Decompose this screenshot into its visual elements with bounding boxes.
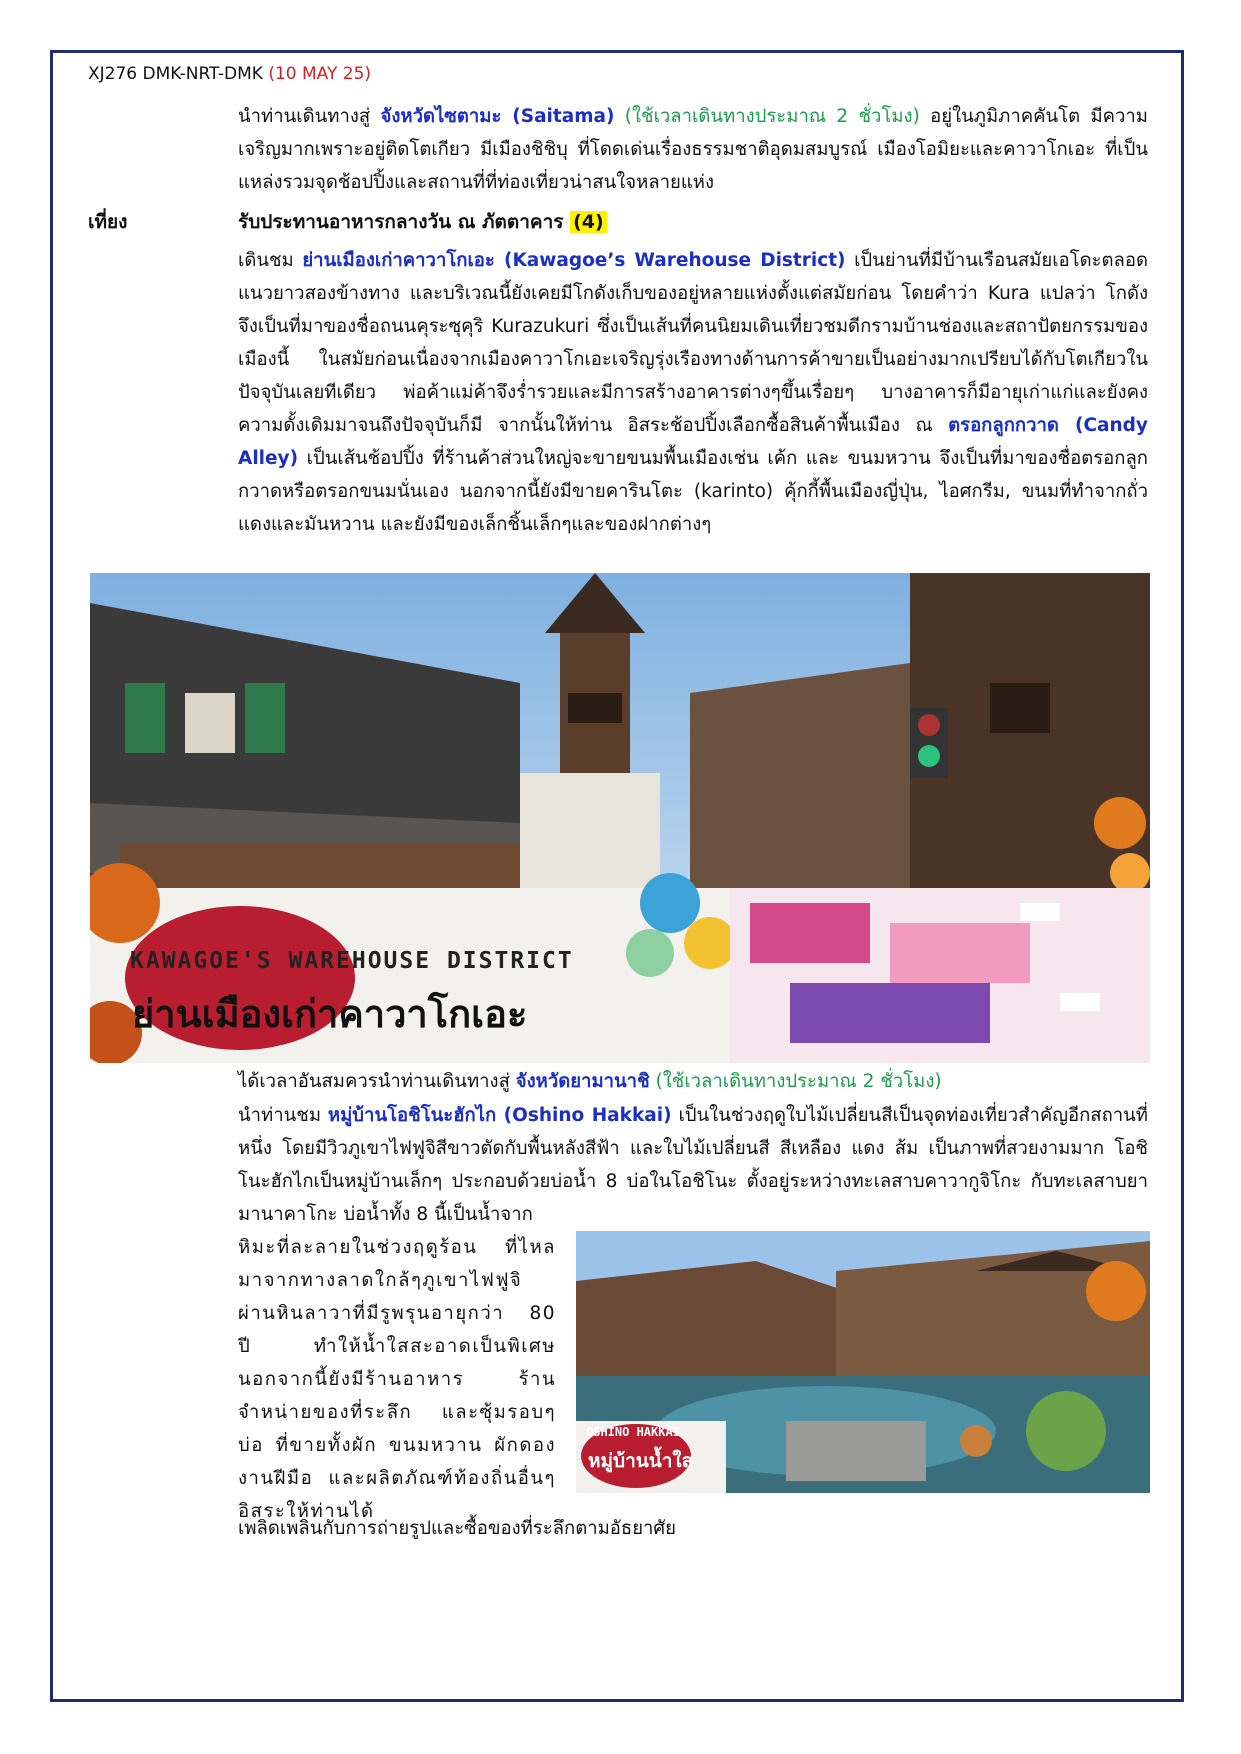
para-lead: นำท่านเดินทางสู่: [238, 106, 381, 127]
banner2-title-en: OSHINO HAKKAI: [586, 1425, 680, 1439]
page-header: [88, 64, 371, 84]
para-lead: เดินชม: [238, 250, 303, 271]
para-body: เป็นเส้นช้อปปิ้ง ที่ร้านค้าส่วนใหญ่จะขายขนมพื้นเมืองเช่น เค้ก และ ขนมหวาน จึงเป็นที่มาของชื่อตรอกลูกกวาดหรือตรอกขนมนั่นเอง นอกจากนี้ยังมีขายคารินโตะ (karinto) คุ้กกี้พื้นเมืองญี่ปุ่น, ไอศกรีม, ขนมที่ทำจากถั่วแดงและมันหวาน และยังมีของเล็กชิ้นเล็กๆและของฝากต่างๆ: [238, 448, 1148, 535]
place-saitama: จังหวัดไซตามะ (Saitama): [380, 106, 615, 127]
para-lead: ได้เวลาอันสมควรนำท่านเดินทางสู่: [238, 1071, 516, 1092]
kawagoe-street-photo: [90, 573, 1150, 1063]
flight-code: XJ276 DMK-NRT-DMK: [88, 64, 263, 84]
para-lead: นำท่านชม: [238, 1105, 328, 1126]
place-yamanashi: จังหวัดยามานาชิ: [515, 1071, 650, 1092]
travel-time: (ใช้เวลาเดินทางประมาณ 2 ชั่วโมง): [649, 1071, 942, 1092]
oshino-paragraph: [238, 1099, 1148, 1231]
lunch-label: เที่ยง: [88, 211, 128, 233]
banner-title-th: ย่านเมืองเก่าคาวาโกเอะ: [132, 992, 528, 1036]
place-kawagoe: ย่านเมืองเก่าคาวาโกเอะ (Kawagoe’s Warehouse District): [302, 250, 846, 271]
lunch-text: รับประทานอาหารกลางวัน ณ ภัตตาคาร: [238, 211, 564, 233]
para-body: อยู่ในภูมิภาคคันโต มีความเจริญมากเพราะอยู่ติดโตเกียว มีเมืองชิชิบุ ที่โดดเด่นเรื่องธรรมชาติอุดมสมบูรณ์ เมืองโอมิยะและคาวาโกเอะ ที่เป็นแหล่งรวมจุดช้อปปิ้งและสถานที่ที่ท่องเที่ยวน่าสนใจหลายแห่ง: [238, 106, 1148, 193]
para-body: เป็นในช่วงฤดูใบไม้เปลี่ยนสีเป็นจุดท่องเที่ยวสำคัญอีกสถานที่หนึ่ง โดยมีวิวภูเขาไฟฟูจิสีขาวตัดกับพื้นหลังสีฟ้า และใบไม้เปลี่ยนสี สีเหลือง แดง ส้ม เป็นภาพที่สวยงามมาก โอชิโนะฮักไกเป็นหมู่บ้านเล็กๆ ประกอบด้วยบ่อน้ำ 8 บ่อในโอชิโนะ ตั้งอยู่ระหว่างทะเลสาบคาวากูจิโกะ กับทะเลสาบยามานาคาโกะ บ่อน้ำทั้ง 8 นี้เป็นน้ำจาก: [238, 1105, 1149, 1225]
banner2-title-th: หมู่บ้านน้ำใส: [588, 1450, 694, 1472]
yamanashi-paragraph: [238, 1065, 1148, 1098]
banner-title-en: KAWAGOE'S WAREHOUSE DISTRICT: [130, 948, 574, 974]
travel-time: (ใช้เวลาเดินทางประมาณ 2 ชั่วโมง): [614, 106, 920, 127]
oshino-hakkai-photo: [576, 1231, 1150, 1493]
place-oshino-hakkai: หมู่บ้านโอชิโนะฮักไก (Oshino Hakkai): [327, 1105, 672, 1126]
meal-badge: (4): [570, 211, 607, 233]
trip-date: (10 MAY 25): [268, 64, 372, 84]
place-candy-alley: ตรอกลูกกวาด (Candy Alley): [238, 415, 1148, 469]
para-body: เป็นย่านที่มีบ้านเรือนสมัยเอโดะตลอดแนวยาวสองข้างทาง และบริเวณนี้ยังเคยมีโกดังเก็บของอยู่หลายแห่งตั้งแต่สมัยก่อน โดยคำว่า Kura แปลว่า โกดัง จึงเป็นที่มาของชื่อถนนคุระซุคุริ Kurazukuri ซึ่งเป็นเส้นที่คนนิยมเดินเที่ยวชมดีกรามบ้านช่องและสถาปัตยกรรมของเมืองนี้ ในสมัยก่อนเนื่องจากเมืองคาวาโกเอะเจริญรุ่งเรืองทางด้านการค้าขายเป็นอย่างมากเปรียบได้กับโตเกียวในปัจจุบันเลยทีเดียว พ่อค้าแม่ค้าจึงร่ำรวยและมีการสร้างอาคารต่างๆขึ้นเรื่อยๆ บางอาคารก็มีอายุเก่าแก่และยังคงความดั้งเดิมมาจนถึงปัจจุบันก็มี จากนั้นให้ท่าน อิสระช้อปปิ้งเลือกซื้อสินค้าพื้นเมือง ณ: [238, 250, 1148, 436]
lunch-line: [238, 207, 607, 237]
saitama-paragraph: [238, 100, 1148, 199]
kawagoe-paragraph: [238, 244, 1148, 541]
oshino-wrap-text: หิมะที่ละลายในช่วงฤดูร้อน ที่ไหลมาจากทางลาดใกล้ๆภูเขาไฟฟูจิ ผ่านหินลาวาที่มีรูพรุนอายุกว่า 80 ปี ทำให้น้ำใสสะอาดเป็นพิเศษ นอกจากนี้ยังมีร้านอาหาร ร้านจำหน่ายของที่ระลึก และซุ้มรอบๆ บ่อ ที่ขายทั้งผัก ขนมหวาน ผักดอง งานฝีมือ และผลิตภัณฑ์ท้องถิ่นอื่นๆ อิสระให้ท่านได้: [238, 1237, 556, 1522]
oshino-last-line: เพลิดเพลินกับการถ่ายรูปและซื้อของที่ระลึกตามอัธยาศัย: [238, 1518, 677, 1539]
